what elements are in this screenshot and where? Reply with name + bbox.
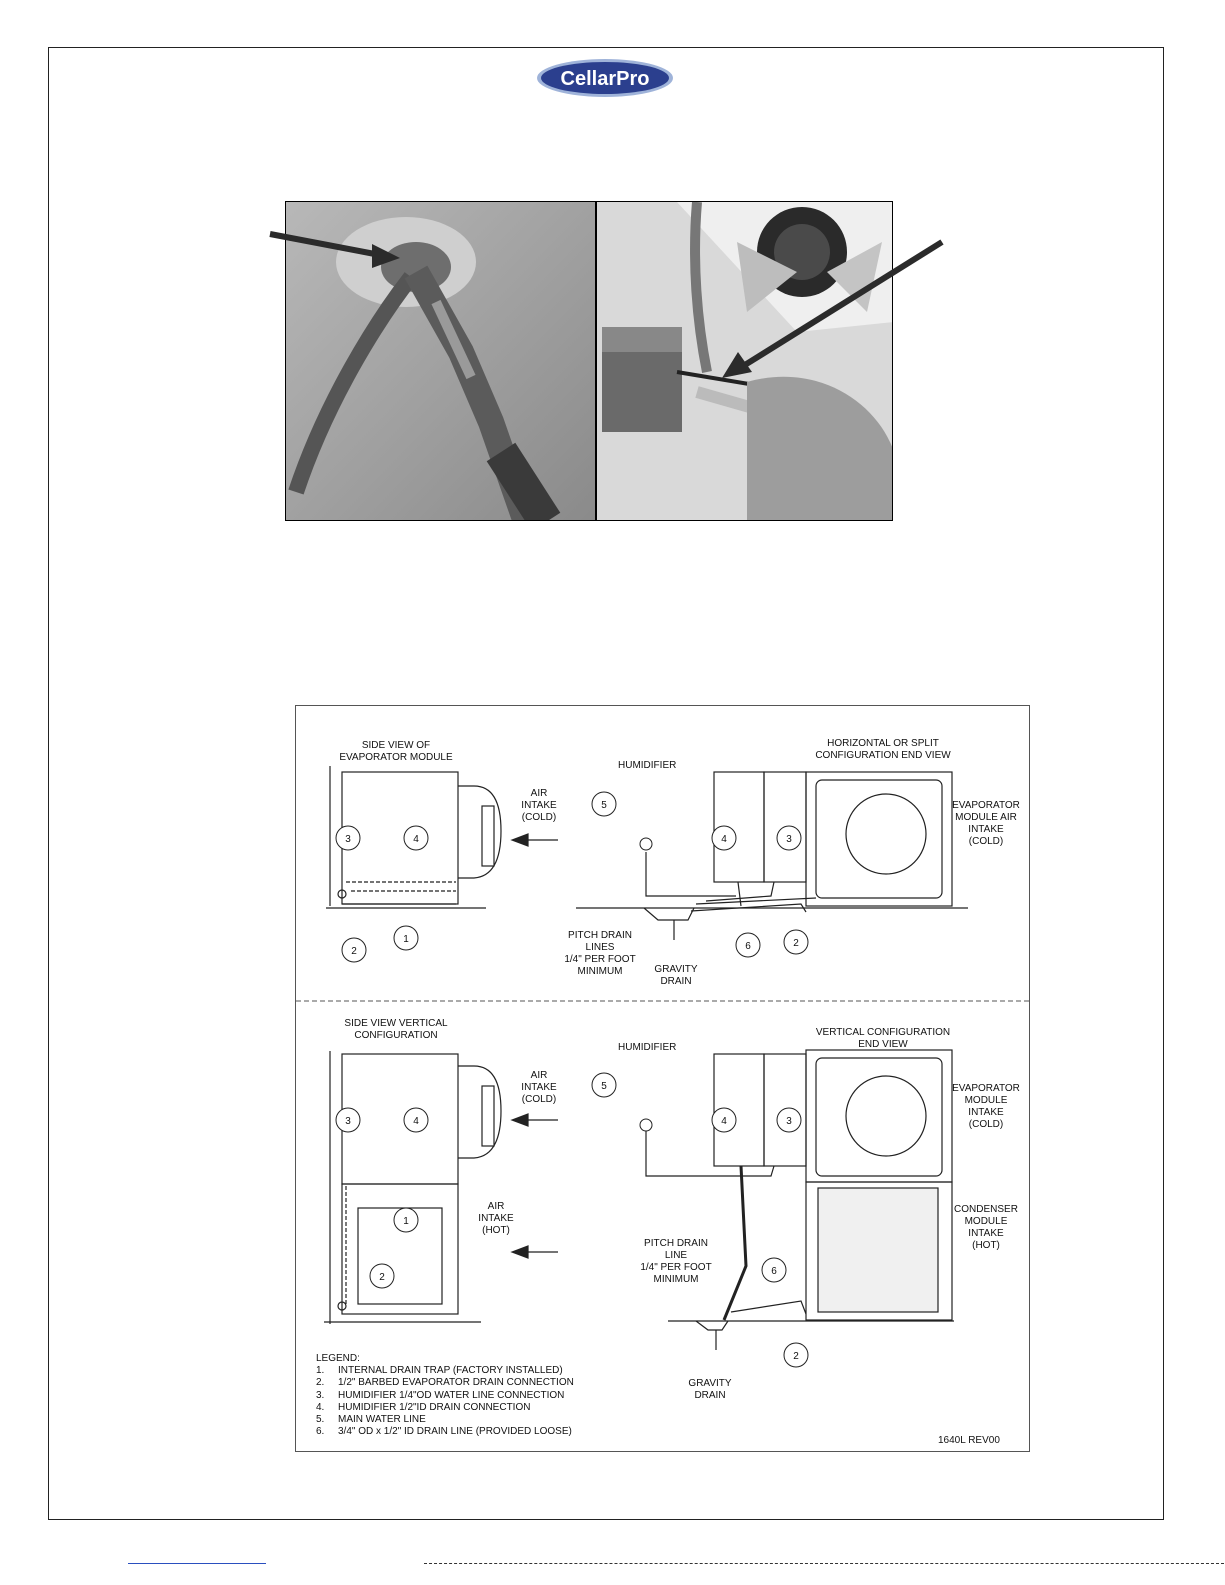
legend bbox=[316, 1353, 574, 1438]
bot-evap-4: (COLD) bbox=[968, 1119, 1004, 1130]
bot-end-title-1: VERTICAL CONFIGURATION bbox=[815, 1027, 951, 1038]
legend-num: 3. bbox=[316, 1389, 325, 1401]
svg-text:3: 3 bbox=[345, 834, 351, 845]
top-pitch-2: LINES bbox=[585, 942, 615, 953]
top-humidifier: HUMIDIFIER bbox=[618, 760, 677, 771]
bot-evap-2: MODULE bbox=[964, 1095, 1008, 1106]
top-gravity-2: DRAIN bbox=[660, 976, 692, 987]
legend-num: 1. bbox=[316, 1365, 325, 1377]
top-evap-4: (COLD) bbox=[968, 836, 1004, 847]
top-pitch-1: PITCH DRAIN bbox=[568, 930, 632, 941]
top-end-title-1: HORIZONTAL OR SPLIT bbox=[827, 738, 939, 749]
svg-text:3: 3 bbox=[786, 1116, 792, 1127]
legend-num: 4. bbox=[316, 1401, 325, 1413]
drawing-number: 1640L REV00 bbox=[938, 1435, 1000, 1446]
legend-text: MAIN WATER LINE bbox=[338, 1414, 426, 1426]
legend-title: LEGEND: bbox=[316, 1353, 360, 1364]
top-side-title-2: EVAPORATOR MODULE bbox=[339, 752, 453, 763]
top-end-title-2: CONFIGURATION END VIEW bbox=[815, 750, 951, 761]
legend-item bbox=[316, 1377, 574, 1389]
bot-gravity-1: GRAVITY bbox=[688, 1378, 732, 1389]
legend-item bbox=[316, 1402, 574, 1414]
bot-pitch-3: 1/4" PER FOOT bbox=[640, 1262, 712, 1273]
bot-air-cold-2: INTAKE bbox=[521, 1082, 557, 1093]
top-evap-2: MODULE AIR bbox=[955, 812, 1017, 823]
top-pitch-3: 1/4" PER FOOT bbox=[564, 954, 636, 965]
footer-rule bbox=[424, 1563, 1224, 1564]
top-evap-1: EVAPORATOR bbox=[952, 800, 1020, 811]
bot-side-title-2: CONFIGURATION bbox=[354, 1030, 438, 1041]
bot-end-title-2: END VIEW bbox=[858, 1039, 908, 1050]
svg-text:6: 6 bbox=[745, 941, 751, 952]
svg-text:2: 2 bbox=[379, 1272, 385, 1283]
svg-text:6: 6 bbox=[771, 1266, 777, 1277]
bot-air-cold-1: AIR bbox=[530, 1070, 548, 1081]
top-gravity-1: GRAVITY bbox=[654, 964, 698, 975]
svg-text:3: 3 bbox=[345, 1116, 351, 1127]
bot-air-hot-2: INTAKE bbox=[478, 1213, 514, 1224]
legend-num: 2. bbox=[316, 1377, 325, 1389]
top-pitch-4: MINIMUM bbox=[577, 966, 623, 977]
svg-text:2: 2 bbox=[793, 1351, 799, 1362]
legend-text: HUMIDIFIER 1/4"OD WATER LINE CONNECTION bbox=[338, 1389, 565, 1401]
bot-air-hot-3: (HOT) bbox=[482, 1225, 510, 1236]
legend-num: 5. bbox=[316, 1414, 325, 1426]
svg-text:2: 2 bbox=[793, 938, 799, 949]
bot-humidifier: HUMIDIFIER bbox=[618, 1042, 677, 1053]
svg-text:4: 4 bbox=[721, 1116, 727, 1127]
legend-item bbox=[316, 1414, 574, 1426]
bot-pitch-4: MINIMUM bbox=[653, 1274, 699, 1285]
logo-text: CellarPro bbox=[560, 68, 650, 90]
svg-text:4: 4 bbox=[413, 834, 419, 845]
svg-text:1: 1 bbox=[403, 1216, 409, 1227]
legend-text: HUMIDIFIER 1/2"ID DRAIN CONNECTION bbox=[338, 1401, 531, 1413]
top-air-3: (COLD) bbox=[521, 812, 557, 823]
svg-text:4: 4 bbox=[413, 1116, 419, 1127]
bot-air-hot-1: AIR bbox=[487, 1201, 505, 1212]
drain-diagram bbox=[295, 705, 1030, 1452]
bot-evap-1: EVAPORATOR bbox=[952, 1083, 1020, 1094]
bot-gravity-2: DRAIN bbox=[694, 1390, 726, 1401]
bot-cond-1: CONDENSER bbox=[954, 1204, 1018, 1215]
legend-text: 3/4" OD x 1/2" ID DRAIN LINE (PROVIDED LOOSE) bbox=[338, 1426, 572, 1438]
top-side-title-1: SIDE VIEW OF bbox=[361, 740, 431, 751]
bot-cond-4: (HOT) bbox=[972, 1240, 1000, 1251]
svg-text:1: 1 bbox=[403, 934, 409, 945]
svg-text:5: 5 bbox=[601, 800, 607, 811]
bot-air-cold-3: (COLD) bbox=[521, 1094, 557, 1105]
svg-text:3: 3 bbox=[786, 834, 792, 845]
bot-pitch-2: LINE bbox=[664, 1250, 688, 1261]
bot-cond-3: INTAKE bbox=[968, 1228, 1004, 1239]
bot-cond-2: MODULE bbox=[964, 1216, 1008, 1227]
svg-text:2: 2 bbox=[351, 946, 357, 957]
legend-text: 1/2" BARBED EVAPORATOR DRAIN CONNECTION bbox=[338, 1377, 574, 1389]
legend-item bbox=[316, 1390, 574, 1402]
top-evap-3: INTAKE bbox=[968, 824, 1004, 835]
legend-item bbox=[316, 1365, 574, 1377]
bot-pitch-1: PITCH DRAIN bbox=[644, 1238, 708, 1249]
bot-side-title-1: SIDE VIEW VERTICAL bbox=[344, 1018, 448, 1029]
svg-text:5: 5 bbox=[601, 1081, 607, 1092]
footer-link-line bbox=[128, 1563, 266, 1564]
top-air-2: INTAKE bbox=[521, 800, 557, 811]
legend-text: INTERNAL DRAIN TRAP (FACTORY INSTALLED) bbox=[338, 1365, 563, 1377]
bot-evap-3: INTAKE bbox=[968, 1107, 1004, 1118]
legend-item bbox=[316, 1426, 574, 1438]
top-air-1: AIR bbox=[530, 788, 548, 799]
legend-num: 6. bbox=[316, 1426, 325, 1438]
svg-text:4: 4 bbox=[721, 834, 727, 845]
